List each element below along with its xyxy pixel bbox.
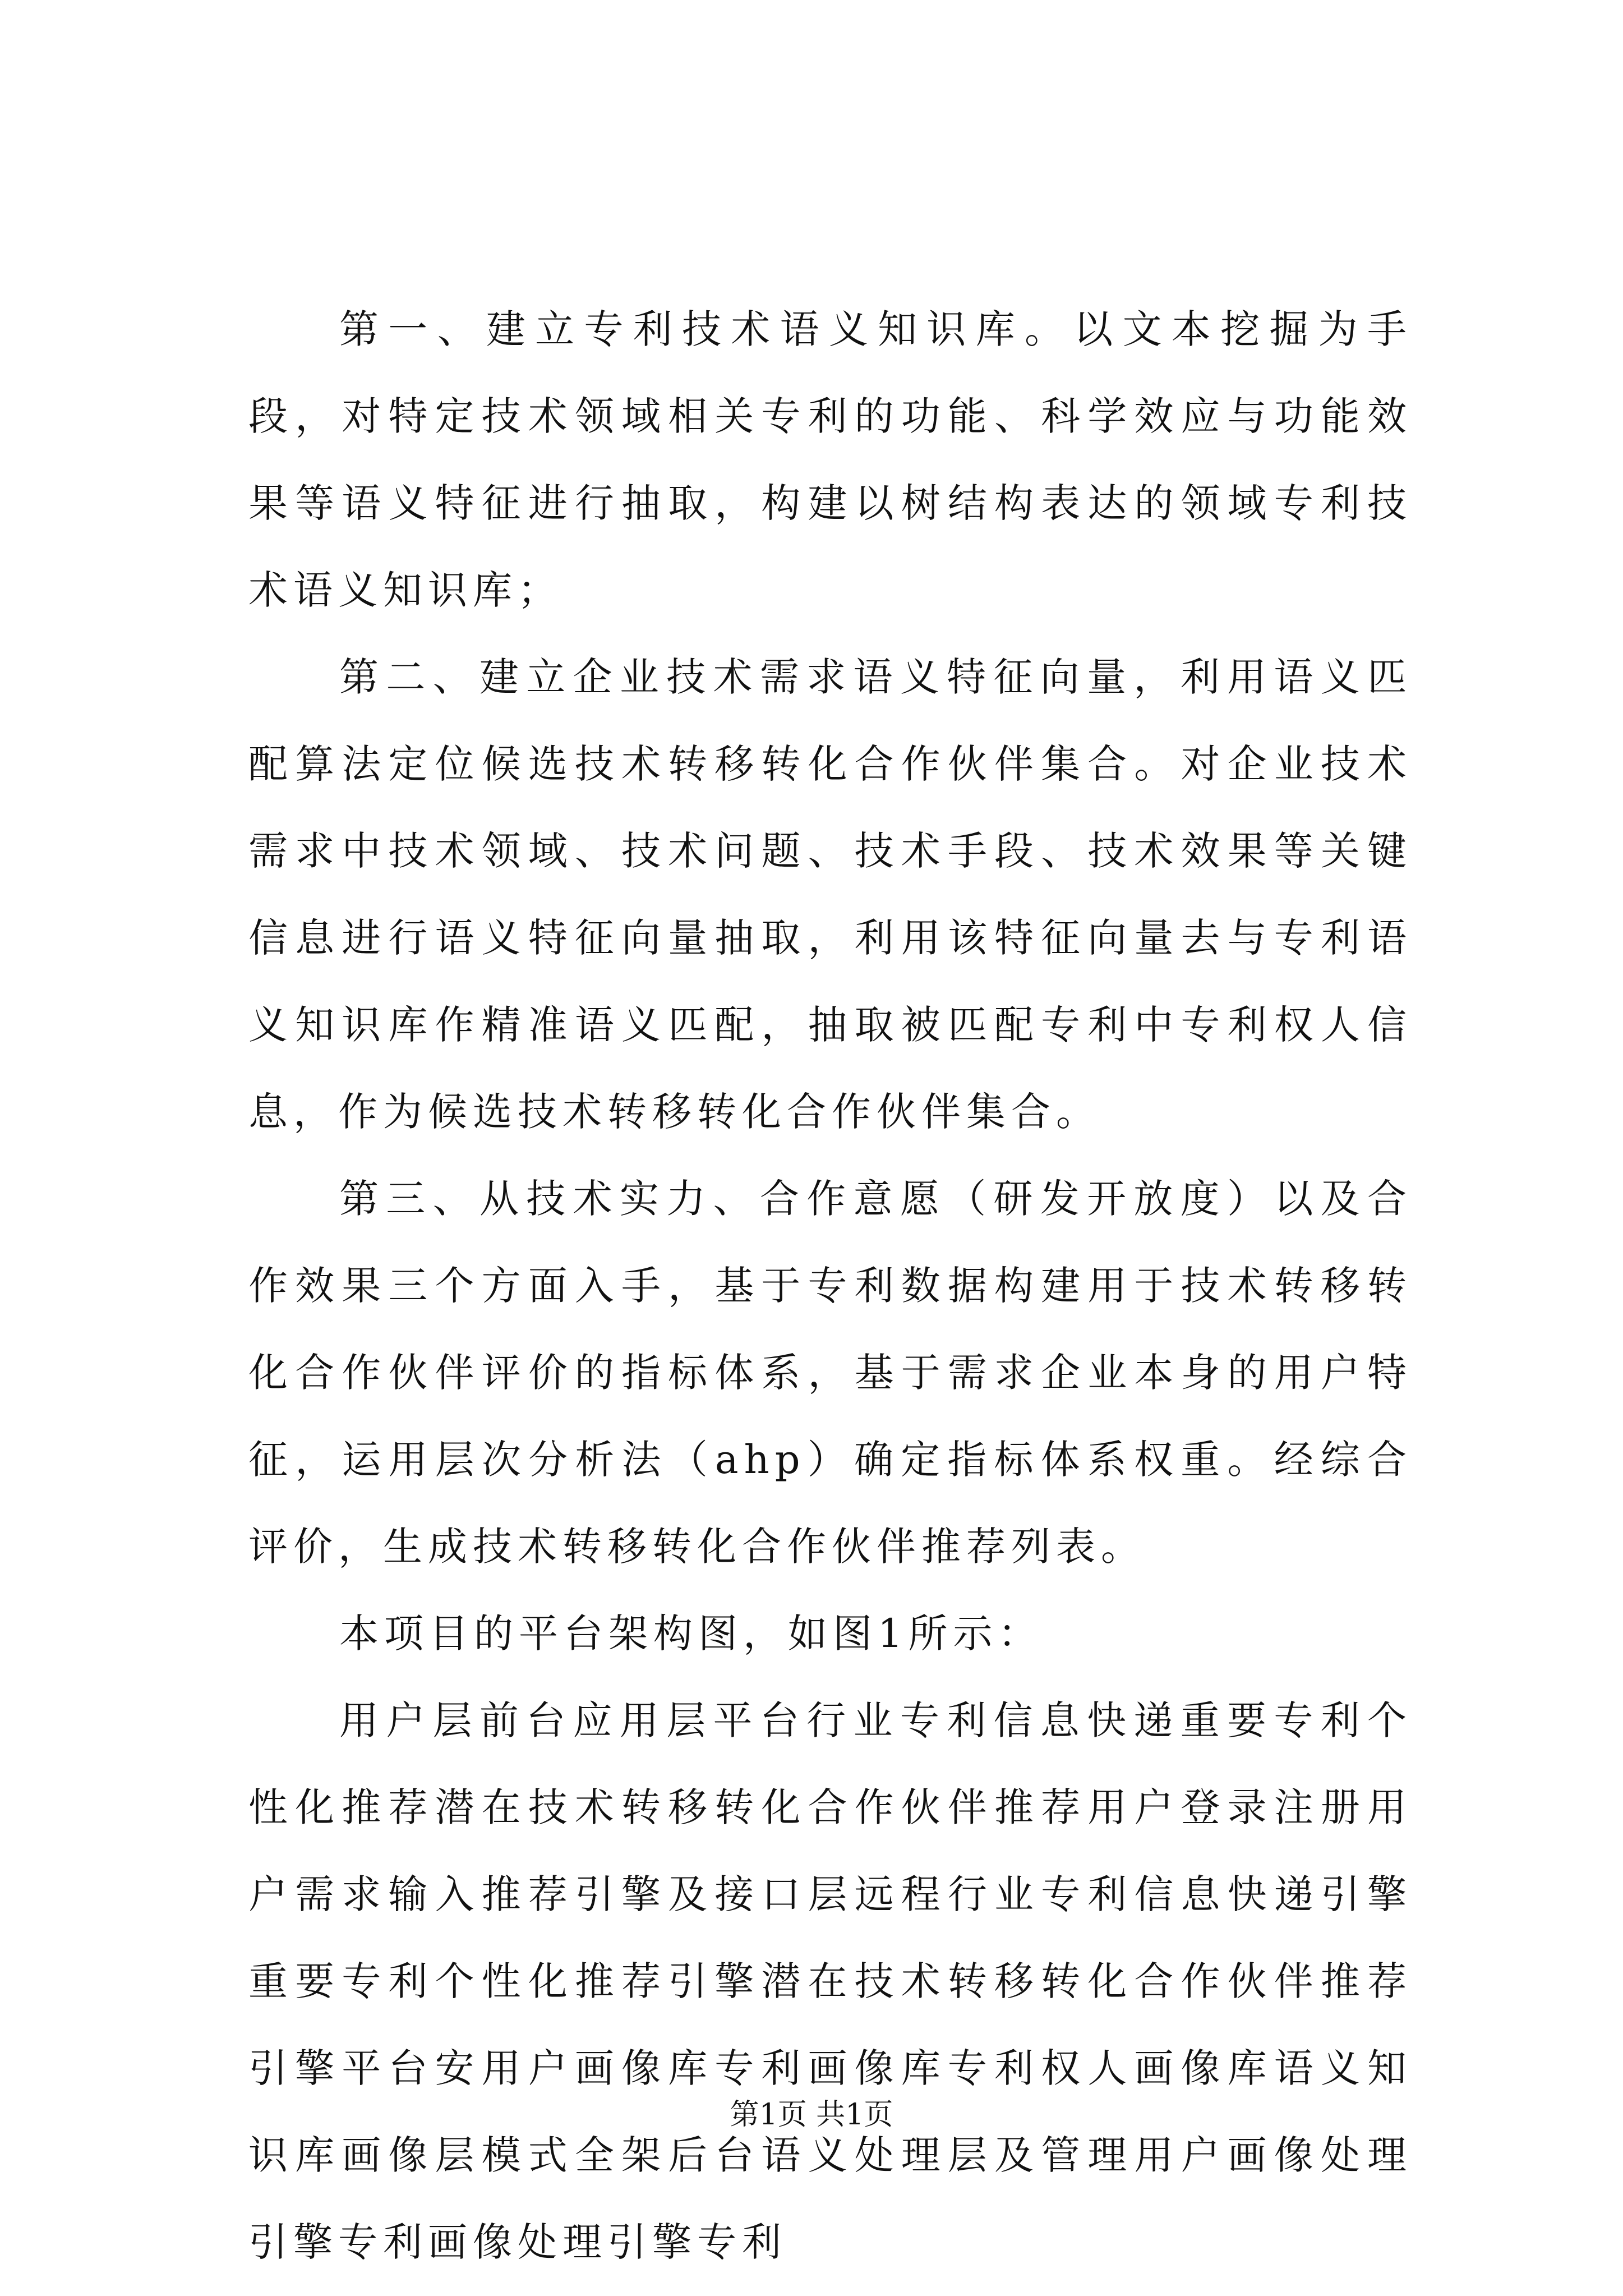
paragraph-2: 第二、建立企业技术需求语义特征向量，利用语义匹配算法定位候选技术转移转化合作伙伴集合。对企业技术需求中技术领域、技术问题、技术手段、技术效果等关键信息进行语义特征向量抽取，利用该特征向量去与专利语义知识库作精准语义匹配，抽取被匹配专利中专利权人信息，作为候选技术转移转化合作伙伴集合。 xyxy=(248,654,1412,1135)
paragraph-4: 本项目的平台架构图，如图1所示： xyxy=(339,1611,1043,1657)
paragraph-3: 第三、从技术实力、合作意愿（研发开放度）以及合作效果三个方面入手，基于专利数据构建用于技术转移转化合作伙伴评价的指标体系，基于需求企业本身的用户特征，运用层次分析法（ahp）确定指标体系权重。经综合评价，生成技术转移转化合作伙伴推荐列表。 xyxy=(248,1176,1412,1570)
page-number-label: 第1页 共1页 xyxy=(730,2098,893,2132)
paragraph-1: 第一、建立专利技术语义知识库。以文本挖掘为手段，对特定技术领域相关专利的功能、科学效应与功能效果等语义特征进行抽取，构建以树结构表达的领域专利技术语义知识库； xyxy=(248,306,1412,613)
page-footer xyxy=(0,2095,1623,2134)
paragraph-5: 用户层前台应用层平台行业专利信息快递重要专利个性化推荐潜在技术转移转化合作伙伴推荐用户登录注册用户需求输入推荐引擎及接口层远程行业专利信息快递引擎重要专利个性化推荐引擎潜在技术转移转化合作伙伴推荐引擎平台安用户画像库专利画像库专利权人画像库语义知识库画像层模式全架后台语义处理层及管理用户画像处理引擎专利画像处理引擎专利 xyxy=(248,1697,1412,2265)
document-body xyxy=(248,286,1412,2286)
